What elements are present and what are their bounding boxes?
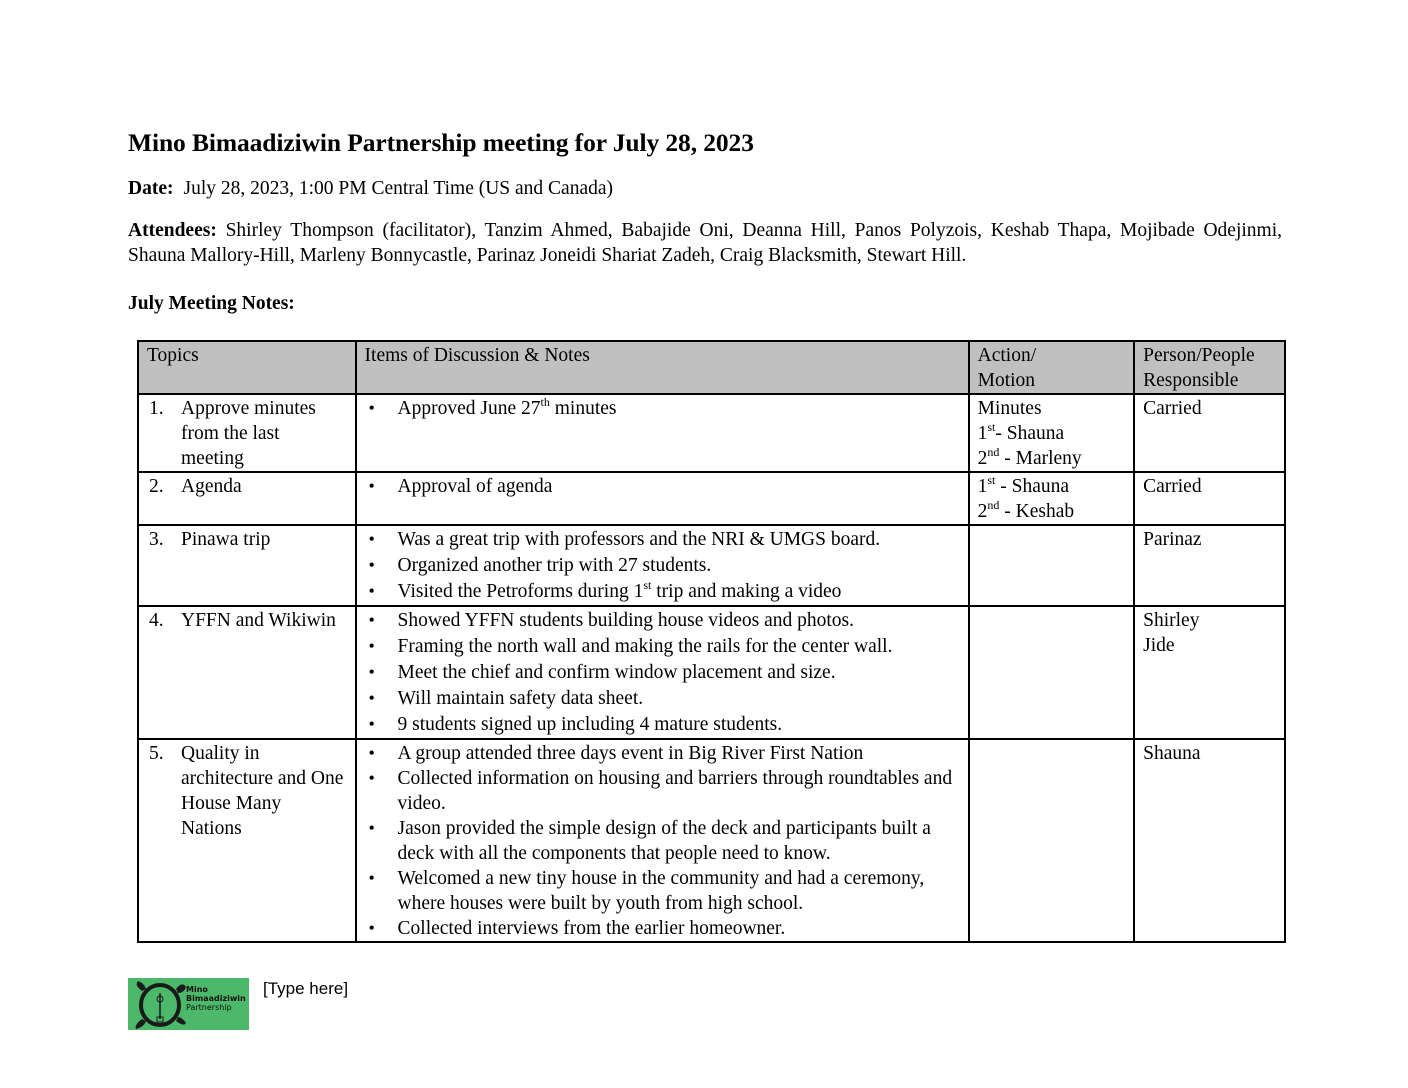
table-row — [138, 739, 1285, 942]
discussion-item — [365, 866, 960, 916]
discussion-item-content-text: Framing the north wall and making the rails for the center wall. — [397, 636, 893, 657]
header-person — [1134, 341, 1285, 394]
discussion-item-content-text-end: minutes — [549, 398, 617, 419]
action-line-content-superscript: st — [987, 473, 996, 487]
header-topics: Topics — [138, 341, 356, 394]
discussion-item-content — [397, 395, 617, 419]
action-line-content-text: Minutes — [977, 398, 1042, 419]
discussion-item-content-text: Approval of agenda — [397, 476, 553, 497]
discussion-cell — [356, 394, 969, 472]
discussion-item-content-text: Organized another trip with 27 students. — [397, 555, 712, 576]
person-cell — [1134, 394, 1285, 472]
discussion-list — [365, 474, 960, 499]
discussion-item-content — [398, 662, 836, 683]
topic-cell — [138, 606, 356, 739]
discussion-item-content — [398, 529, 881, 550]
logo-line1: Mino — [186, 985, 208, 994]
topic-title: Quality in architecture and One House Many Nations — [181, 743, 344, 839]
action-line-content — [977, 445, 1082, 469]
person-cell — [1134, 472, 1285, 525]
discussion-list — [365, 396, 960, 421]
discussion-item — [365, 634, 960, 659]
person-cell — [1134, 606, 1285, 739]
header-person-line1: Person/People — [1143, 345, 1255, 366]
discussion-item — [365, 916, 960, 941]
table-row — [138, 525, 1285, 606]
logo-line2: Bimaadiziwin — [186, 994, 246, 1003]
discussion-item-content — [398, 868, 925, 914]
action-line-content-text-end: - Shauna — [995, 476, 1070, 497]
attendees — [128, 218, 1282, 268]
header-action-line1: Action/ — [977, 345, 1037, 366]
discussion-item-content-text: Meet the chief and confirm window placement and size. — [397, 662, 836, 683]
topic-cell — [138, 525, 356, 606]
footer-placeholder[interactable]: [Type here] — [263, 979, 349, 998]
discussion-item-content-text: Welcomed a new tiny house in the community and had a ceremony, where houses were built by youth from high school. — [397, 868, 925, 914]
discussion-item — [365, 686, 960, 711]
action-cell — [969, 606, 1134, 739]
topic-cell — [138, 472, 356, 525]
person-name: Carried — [1143, 476, 1202, 497]
topic-title: Pinawa trip — [181, 529, 271, 550]
discussion-item — [365, 712, 960, 737]
topic — [147, 741, 347, 841]
action-line-content-text: 1 — [977, 476, 988, 497]
person-cell — [1134, 739, 1285, 942]
discussion-item-content — [398, 636, 893, 657]
document-title: Mino Bimaadiziwin Partnership meeting for July 28, 2023 — [128, 128, 754, 157]
discussion-list — [365, 527, 960, 604]
header-person-line2: Responsible — [1143, 370, 1239, 391]
topic — [147, 396, 347, 471]
discussion-item-content-text: Visited the Petroforms during 1 — [397, 581, 644, 602]
discussion-item-content — [398, 555, 712, 576]
action-line-content-text-end: - Marleny — [999, 448, 1082, 469]
discussion-list — [365, 741, 960, 941]
discussion-item-content-text: Was a great trip with professors and the NRI & UMGS board. — [397, 529, 881, 550]
topic-number: 3. — [149, 529, 164, 550]
discussion-cell — [356, 606, 969, 739]
person-name: Parinaz — [1143, 529, 1202, 550]
topic-title: YFFN and Wikiwin — [181, 610, 336, 631]
discussion-item-content — [398, 768, 953, 814]
person-name: Carried — [1143, 398, 1202, 419]
topic-number: 5. — [149, 743, 164, 764]
discussion-cell — [356, 525, 969, 606]
table-row — [138, 472, 1285, 525]
person-cell — [1134, 525, 1285, 606]
discussion-item — [365, 816, 960, 866]
logo-line3: Partnership — [186, 1003, 232, 1012]
action-line-content — [978, 398, 1042, 419]
action-cell — [969, 394, 1134, 472]
discussion-item — [365, 527, 960, 552]
discussion-item — [365, 660, 960, 685]
action-cell — [969, 472, 1134, 525]
attendees-value: Shirley Thompson (facilitator), Tanzim Ahmed, Babajide Oni, Deanna Hill, Panos Polyzois, Keshab Thapa, Mojibade Odejinmi, Shauna Mallory-Hill, Marleny Bonnycastle, Parinaz Joneidi Shariat Zadeh, Craig Blacksmith, Stewart Hill. — [128, 220, 1283, 266]
topic-number: 1. — [149, 398, 164, 419]
discussion-item-content-text: Collected information on housing and barriers through roundtables and video. — [397, 768, 953, 814]
action-line-content-text: 2 — [977, 448, 988, 469]
action-line — [978, 446, 1125, 471]
action-line — [978, 499, 1125, 524]
action-line-content — [977, 498, 1075, 522]
discussion-item — [365, 766, 960, 816]
footer — [128, 978, 348, 1030]
discussion-item-content-text: Jason provided the simple design of the deck and participants built a deck with all the components that people need to know. — [397, 818, 931, 864]
header-items: Items of Discussion & Notes — [356, 341, 969, 394]
header-action — [969, 341, 1134, 394]
topic — [147, 527, 347, 552]
discussion-item — [365, 741, 960, 766]
table-row — [138, 394, 1285, 472]
discussion-item — [365, 396, 960, 421]
logo-text — [186, 985, 246, 1012]
discussion-item — [365, 553, 960, 578]
turtle-logo-icon — [132, 979, 188, 1029]
topic — [147, 474, 347, 499]
date-label: Date: — [128, 178, 174, 199]
topic-cell — [138, 739, 356, 942]
topic-number: 4. — [149, 610, 164, 631]
meeting-date — [128, 178, 613, 200]
action-line-content — [977, 420, 1065, 444]
topic-title: Agenda — [181, 476, 242, 497]
date-value: July 28, 2023, 1:00 PM Central Time (US and Canada) — [183, 178, 614, 199]
partnership-logo — [128, 978, 249, 1030]
person-name: Shirley — [1143, 610, 1200, 631]
action-line-content-text: 2 — [977, 501, 988, 522]
notes-heading: July Meeting Notes: — [128, 293, 295, 314]
discussion-item-content-superscript: th — [540, 395, 550, 409]
action-cell — [969, 739, 1134, 942]
discussion-list — [365, 608, 960, 737]
action-line-content — [977, 473, 1070, 497]
action-line-content-text-end: - Shauna — [995, 423, 1065, 444]
discussion-item-content-text: A group attended three days event in Big River First Nation — [397, 743, 864, 764]
action-line — [978, 396, 1125, 421]
action-line-content-text-end: - Keshab — [999, 501, 1075, 522]
action-cell — [969, 525, 1134, 606]
table-body — [138, 394, 1285, 942]
discussion-cell — [356, 739, 969, 942]
action-line-content-superscript: nd — [987, 498, 1000, 512]
topic-number: 2. — [149, 476, 164, 497]
table-header-row — [138, 341, 1285, 394]
discussion-item-content-text: Will maintain safety data sheet. — [397, 688, 644, 709]
header-action-line2: Motion — [977, 370, 1036, 391]
discussion-cell — [356, 472, 969, 525]
discussion-item-content — [398, 476, 553, 497]
discussion-item-content-text: Approved June 27 — [397, 398, 541, 419]
discussion-item-content — [398, 743, 864, 764]
action-line-content-superscript: nd — [987, 445, 1000, 459]
meeting-notes-table — [137, 340, 1286, 943]
discussion-item-content — [398, 714, 783, 735]
topic-title: Approve minutes from the last meeting — [181, 398, 316, 469]
topic — [147, 608, 347, 633]
discussion-item-content-text: 9 students signed up including 4 mature students. — [397, 714, 783, 735]
discussion-item-content — [397, 578, 842, 602]
discussion-item — [365, 474, 960, 499]
person-name: Shauna — [1143, 743, 1201, 764]
topic-cell — [138, 394, 356, 472]
discussion-item-content-superscript: st — [643, 578, 652, 592]
person-name: Jide — [1143, 635, 1175, 656]
discussion-item-content-text-end: trip and making a video — [651, 581, 842, 602]
discussion-item-content — [398, 918, 786, 939]
action-line — [978, 421, 1125, 446]
action-line — [978, 474, 1125, 499]
discussion-item — [365, 608, 960, 633]
discussion-item-content — [398, 610, 854, 631]
discussion-item-content — [398, 818, 931, 864]
action-line-content-superscript: st — [987, 420, 996, 434]
discussion-item-content-text: Collected interviews from the earlier homeowner. — [397, 918, 786, 939]
discussion-item-content — [398, 688, 644, 709]
discussion-item — [365, 579, 960, 604]
discussion-item-content-text: Showed YFFN students building house videos and photos. — [397, 610, 854, 631]
table-row — [138, 606, 1285, 739]
attendees-label: Attendees: — [128, 220, 217, 241]
action-line-content-text: 1 — [977, 423, 988, 444]
